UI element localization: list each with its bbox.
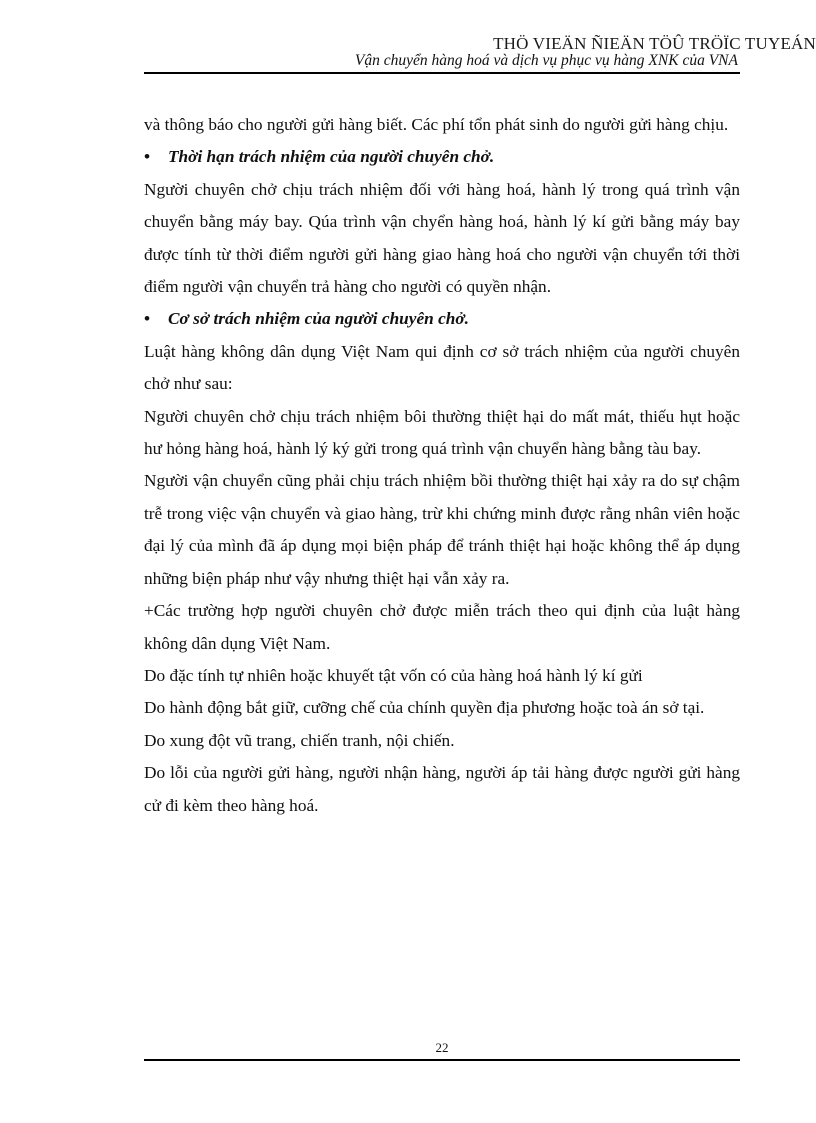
paragraph: Do hành động bắt giữ, cưỡng chế của chính quyền địa phương hoặc toà án sở tại. [144,698,705,718]
running-header-title: Vận chuyển hàng hoá và dịch vụ phục vụ hàng XNK của VNA [354,52,738,69]
library-watermark: THÖ VIEÄN ÑIEÄN TÖÛ TRÖÏC TUYEÁN [493,34,816,53]
paragraph: Luật hàng không dân dụng Việt Nam qui định cơ sở trách nhiệm của người chuyên chở như sau: [144,341,740,394]
header-rule [144,72,740,74]
paragraph: Do đặc tính tự nhiên hoặc khuyết tật vốn có của hàng hoá hành lý kí gửi [144,665,643,685]
footer-rule [144,1059,740,1061]
page-number: 22 [435,1040,449,1055]
page-body [144,109,740,822]
paragraph: và thông báo cho người gửi hàng biết. Các phí tổn phát sinh do người gửi hàng chịu. [144,115,729,134]
paragraph: +Các trường hợp người chuyên chở được miễn trách theo qui định của luật hàng không dân dụng Việt Nam. [144,601,740,653]
heading-text: Cơ sở trách nhiệm của người chuyên chở. [168,309,469,329]
section-heading-liability-basis [144,303,740,335]
bullet-icon: • [144,147,151,167]
paragraph: Do xung đột vũ trang, chiến tranh, nội chiến. [144,730,455,750]
paragraph: Người chuyên chở chịu trách nhiệm bôi thường thiệt hại do mất mát, thiếu hụt hoặc hư hỏng hàng hoá, hành lý ký gửi trong quá trình vận chuyển hàng bằng tàu bay. [144,406,740,459]
section-heading-liability-period [144,141,740,173]
paragraph: Do lỗi của người gửi hàng, người nhận hàng, người áp tải hàng được người gửi hàng cử đi kèm theo hàng hoá. [144,763,740,815]
paragraph: Người vận chuyển cũng phải chịu trách nhiệm bồi thường thiệt hại xảy ra do sự chậm trễ trong việc vận chuyển và giao hàng, trừ khi chứng minh được rằng nhân viên hoặc đại lý của mình đã áp dụng mọi biện pháp để tránh thiệt hại hoặc không thể áp dụng những biện pháp như vậy nhưng thiệt hại vẫn xảy ra. [144,471,740,588]
paragraph: Người chuyên chở chịu trách nhiệm đối với hàng hoá, hành lý trong quá trình vận chuyển bằng máy bay. Qúa trình vận chyển hàng hoá, hành lý kí gửi bằng máy bay được tính từ thời điểm người gửi hàng giao hàng hoá cho người vận chuyển tới thời điểm người vận chuyển trả hàng cho người có quyền nhận. [144,179,740,297]
heading-text: Thời hạn trách nhiệm của người chuyên chở. [168,147,495,167]
bullet-icon: • [144,309,151,329]
